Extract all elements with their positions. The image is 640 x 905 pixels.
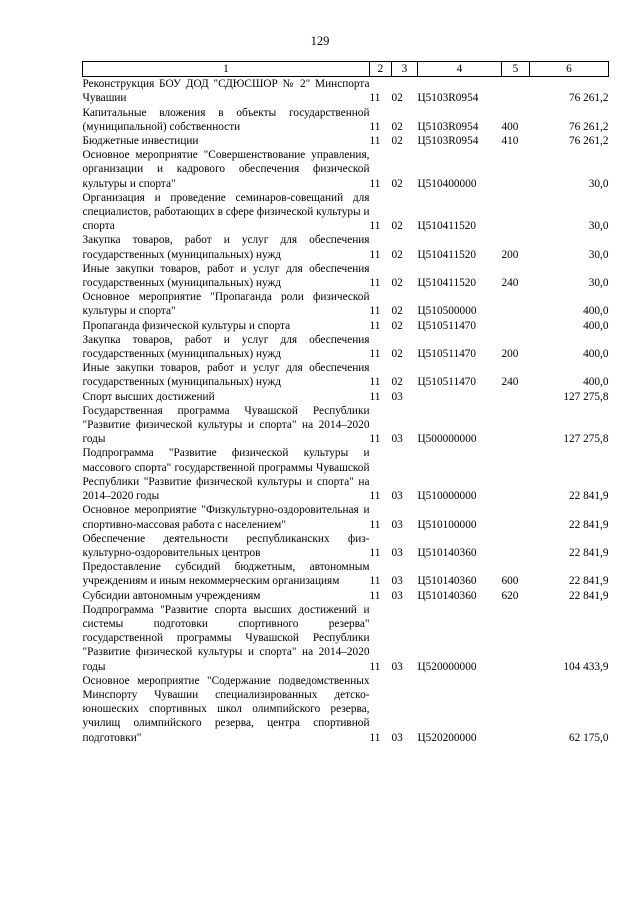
row-amount: 30,0 [588,177,609,190]
row-expense-type: 200 [501,248,519,261]
row-target-article: Ц510140360 [417,575,477,588]
row-name: Спорт высших достижений [82,390,215,403]
table-row [83,503,609,531]
row-amount: 76 261,2 [568,92,609,105]
row-expense-type [502,603,530,674]
row-target-article: Ц520200000 [417,731,477,744]
row-section: 11 [369,248,381,261]
row-subsection: 02 [391,319,403,332]
row-name: Основное мероприятие "Пропаганда роли физической культуры и спорта" [82,291,370,318]
row-target-article: Ц510000000 [417,490,477,503]
row-expense-type: 410 [501,135,519,148]
row-expense-type [502,674,530,745]
row-amount: 30,0 [588,220,609,233]
row-amount: 400,0 [583,348,609,361]
row-target-article: Ц5103R0954 [417,120,479,133]
header-col-3: 3 [392,62,418,77]
table-row [83,319,609,333]
row-subsection: 02 [391,177,403,190]
row-section: 11 [369,546,381,559]
table-row [83,262,609,290]
row-target-article: Ц510400000 [417,177,477,190]
row-name: Организация и проведение семинаров-совещаний для специалистов, работающих в сфере физической культуры и спорта [82,191,370,233]
row-subsection: 03 [391,731,403,744]
row-subsection: 02 [391,305,403,318]
row-target-article: Ц510411520 [417,277,477,290]
row-amount: 22 841,9 [568,490,609,503]
row-subsection: 03 [391,575,403,588]
table-row [83,233,609,261]
table-row [83,77,609,106]
row-name: Капитальные вложения в объекты государственной (муниципальной) собственности [82,106,370,133]
row-section: 11 [369,390,381,403]
row-section: 11 [369,433,381,446]
row-expense-type [502,446,530,503]
table-row [83,674,609,745]
row-section: 11 [369,490,381,503]
row-amount: 127 275,8 [563,390,609,403]
row-subsection: 02 [391,277,403,290]
table-row [83,390,609,404]
row-expense-type [502,503,530,531]
row-amount: 30,0 [588,248,609,261]
row-expense-type: 200 [501,348,519,361]
row-subsection: 02 [391,248,403,261]
row-subsection: 02 [391,120,403,133]
row-name: Закупка товаров, работ и услуг для обеспечения государственных (муниципальных) нужд [82,333,370,361]
row-section: 11 [369,575,381,588]
row-subsection: 03 [391,390,403,403]
table-row [83,333,609,361]
row-expense-type [502,77,530,106]
row-target-article: Ц510411520 [417,220,477,233]
row-section: 11 [369,660,381,673]
row-amount: 22 841,9 [568,575,609,588]
row-target-article: Ц510511470 [417,348,477,361]
row-subsection: 03 [391,546,403,559]
row-expense-type [502,404,530,447]
row-section: 11 [369,348,381,361]
table-row [83,148,609,191]
row-target-article: Ц510511470 [417,376,477,389]
row-amount: 30,0 [588,277,609,290]
row-expense-type: 400 [501,120,519,133]
header-col-6: 6 [530,62,609,77]
row-subsection: 02 [391,348,403,361]
row-target-article: Ц500000000 [417,433,477,446]
row-amount: 104 433,9 [563,660,609,673]
row-expense-type [502,532,530,560]
row-amount: 400,0 [583,319,609,332]
row-section: 11 [369,305,381,318]
header-col-2: 2 [370,62,392,77]
table-header-row [83,62,609,77]
page-number: 129 [310,34,330,48]
row-expense-type [502,191,530,234]
row-name: Закупка товаров, работ и услуг для обеспечения государственных (муниципальных) нужд [82,234,370,261]
row-name: Основное мероприятие "Содержание подведомственных Минспорту Чувашии специализированных детско-юношеских спортивных школ олимпийского резерва, училищ олимпийского резерва, центра спортивной подготовки" [82,674,370,744]
row-target-article: Ц520000000 [417,660,477,673]
table-row [83,290,609,318]
row-section: 11 [369,518,381,531]
row-target-article: Ц510411520 [417,248,477,261]
row-name: Подпрограмма "Развитие спорта высших достижений и системы подготовки спортивного резерва" государственной программы Чувашской Республики "Развитие физической культуры и спорта" на 2014–2020 годы [82,603,370,673]
row-subsection: 02 [391,92,403,105]
row-section: 11 [369,376,381,389]
table-row [83,191,609,234]
row-subsection: 03 [391,660,403,673]
row-expense-type [502,319,530,333]
row-expense-type [502,390,530,404]
row-name: Основное мероприятие "Совершенствование управления, организации и кадрового обеспечения физической культуры и спорта" [82,149,370,190]
table-row [83,404,609,447]
row-section: 11 [369,277,381,290]
row-target-article [418,390,502,404]
row-section: 11 [369,731,381,744]
row-amount: 22 841,9 [568,546,609,559]
row-name: Государственная программа Чувашской Республики "Развитие физической культуры и спорта" на 2014–2020 годы [82,404,370,446]
row-target-article: Ц510140360 [417,589,477,602]
header-col-1: 1 [83,62,370,77]
row-amount: 127 275,8 [563,433,609,446]
row-amount: 22 841,9 [568,518,609,531]
row-amount: 400,0 [583,305,609,318]
row-target-article: Ц510100000 [417,518,477,531]
row-name: Пропаганда физической культуры и спорта [82,319,291,332]
row-target-article: Ц5103R0954 [417,135,479,148]
row-subsection: 02 [391,135,403,148]
row-name: Основное мероприятие "Физкультурно-оздоровительная и спортивно-массовая работа с населением" [82,504,370,531]
row-name: Иные закупки товаров, работ и услуг для обеспечения государственных (муниципальных) нужд [82,362,370,389]
table-row [83,589,609,603]
row-target-article: Ц510500000 [417,305,477,318]
row-subsection: 03 [391,433,403,446]
table-row [83,106,609,134]
row-name: Подпрограмма "Развитие физической культуры и массового спорта" государственной программы Чувашской Республики "Развитие физической культуры и спорта" на 2014–2020 годы [82,447,370,503]
row-expense-type: 240 [501,376,519,389]
row-expense-type: 240 [501,277,519,290]
row-section: 11 [369,135,381,148]
row-subsection: 03 [391,589,403,602]
row-target-article: Ц5103R0954 [417,92,479,105]
header-col-4: 4 [418,62,502,77]
row-name: Субсидии автономным учреждениям [82,589,261,602]
row-amount: 76 261,2 [568,135,609,148]
row-name: Предоставление субсидий бюджетным, автономным учреждениям и иным некоммерческим организациям [82,561,370,588]
row-subsection: 02 [391,376,403,389]
table-row [83,134,609,148]
row-expense-type: 620 [501,589,519,602]
row-subsection: 03 [391,490,403,503]
row-section: 11 [369,589,381,602]
table-row [83,532,609,560]
row-section: 11 [369,319,381,332]
row-section: 11 [369,120,381,133]
row-amount: 400,0 [583,376,609,389]
row-section: 11 [369,177,381,190]
row-name: Иные закупки товаров, работ и услуг для обеспечения государственных (муниципальных) нужд [82,262,370,290]
row-name: Реконструкция БОУ ДОД "СДЮСШОР № 2" Минспорта Чувашии [82,78,370,105]
row-amount: 76 261,2 [568,120,609,133]
row-amount: 22 841,9 [568,589,609,602]
budget-table [82,61,609,745]
row-target-article: Ц510511470 [417,319,477,332]
row-target-article: Ц510140360 [417,546,477,559]
row-expense-type [502,290,530,318]
row-section: 11 [369,220,381,233]
row-section: 11 [369,92,381,105]
row-name: Обеспечение деятельности республиканских физкультурно-оздоровительных центров [82,532,370,559]
table-row [83,603,609,674]
row-name: Бюджетные инвестиции [82,135,199,148]
row-subsection: 02 [391,220,403,233]
row-expense-type: 600 [501,575,519,588]
table-row [83,361,609,389]
row-subsection: 03 [391,518,403,531]
table-row [83,446,609,503]
row-amount: 62 175,0 [568,731,609,744]
row-expense-type [502,148,530,191]
header-col-5: 5 [502,62,530,77]
table-row [83,560,609,588]
